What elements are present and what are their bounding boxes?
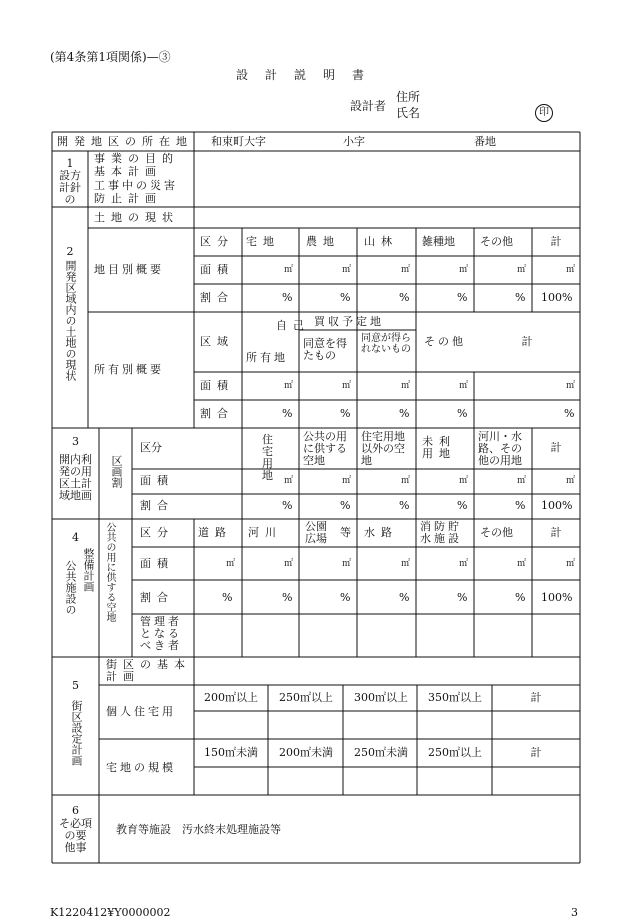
- s2-own-m2-4: ㎡: [459, 381, 469, 391]
- s4-m2-2: ㎡: [342, 559, 352, 569]
- name-label: 氏名: [396, 106, 421, 120]
- s2-own-jiko: 自己: [276, 319, 310, 332]
- s2-pct-sonota: %: [515, 291, 526, 304]
- s4-col-suiro: 水路: [364, 526, 398, 539]
- s4-col-shobo: 消防貯水施設: [420, 520, 462, 545]
- s1-item-plan: 基本計画: [94, 165, 162, 178]
- s4-col-doro: 道路: [198, 526, 232, 539]
- s3-m2-4: ㎡: [459, 476, 469, 486]
- s2-row-kuiki: 区域: [200, 335, 234, 348]
- s2-col-sonota: その他: [480, 235, 513, 248]
- s2-own-row-wariai: 割合: [200, 407, 234, 420]
- s2-own-pct-2: %: [340, 407, 351, 420]
- s2-pct-takuchi: %: [282, 291, 293, 304]
- s3-pct-5: %: [515, 499, 526, 512]
- s2-pct-zasshu: %: [457, 291, 468, 304]
- s3-pct-4: %: [457, 499, 468, 512]
- s4-m2-0: ㎡: [226, 559, 236, 569]
- s5-number: 5: [72, 679, 79, 692]
- s5-kibo-col-0: 150㎡未満: [204, 746, 258, 759]
- s3-col-igai: 住宅用地以外の空地: [361, 430, 405, 467]
- s1-label-2: 計針: [59, 181, 81, 194]
- s3-pct-1: %: [282, 499, 293, 512]
- s1-item-purpose: 事業の目的: [94, 152, 179, 165]
- s2-kaishu: 買収予定地: [314, 315, 384, 328]
- s2-col-nouchi: 農地: [306, 235, 340, 248]
- s2-own-row-menseki: 面積: [200, 379, 234, 392]
- s5-kojin: 個人住宅用: [106, 705, 176, 718]
- s2-m2-takuchi: ㎡: [284, 265, 294, 275]
- s2-m2-sanrin: ㎡: [401, 265, 411, 275]
- s2-own-m2-2: ㎡: [342, 381, 352, 391]
- s1-number: 1: [66, 157, 74, 170]
- s2-col-kei: 計: [550, 235, 562, 248]
- s3-m2-kei: ㎡: [566, 476, 576, 486]
- s2-own-m2-3: ㎡: [401, 381, 411, 391]
- s5-kojin-col-0: 200㎡以上: [204, 691, 258, 704]
- s6-number: 6: [72, 804, 79, 817]
- s2-col-zasshu: 雑種地: [422, 235, 455, 248]
- s3-col-kei: 計: [550, 441, 562, 454]
- s4-col-koen: 公園広場: [305, 520, 327, 545]
- s5-kojin-col-kei: 計: [530, 691, 542, 704]
- s4-col-to: 等: [340, 526, 351, 539]
- s3-number: 3: [72, 435, 79, 448]
- s3-label-4: 域地画: [59, 489, 92, 502]
- s3-col-jutaku: 住宅用地: [262, 433, 279, 482]
- s2-own-sonota: その他: [424, 335, 466, 348]
- location-banchi: 番地: [474, 135, 496, 148]
- s5-kojin-col-1: 250㎡以上: [279, 691, 333, 704]
- s4-col-sonota: その他: [480, 526, 513, 539]
- s2-pct-nouchi: %: [340, 291, 351, 304]
- s2-land-now: 土地の現状: [94, 211, 179, 224]
- s4-m2-4: ㎡: [459, 559, 469, 569]
- s2-own-kei: 計: [521, 335, 533, 348]
- s5-label: 街区設定計画: [70, 700, 83, 766]
- s1-label-3: の: [64, 193, 76, 206]
- s4-pct-5: %: [515, 591, 526, 604]
- s3-kukaku: 区画割: [110, 455, 123, 488]
- s3-row-wariai: 割合: [140, 499, 174, 512]
- s2-chimoku-label: 地目別概要: [94, 263, 164, 276]
- footer-code: K1220412¥Y0000002: [50, 906, 171, 919]
- s2-own-pct-3: %: [399, 407, 410, 420]
- form-reference-note: (第4条第1項関係)—③: [50, 50, 171, 64]
- s5-kibo-col-1: 200㎡未満: [279, 746, 333, 759]
- s4-m2-1: ㎡: [284, 559, 294, 569]
- s5-kibo: 宅地の規模: [106, 761, 176, 774]
- s4-row-kanri: 管理者となるべき者: [140, 615, 182, 652]
- s3-m2-5: ㎡: [517, 476, 527, 486]
- s2-shoyu-label: 所有別概要: [94, 363, 164, 376]
- location-koaza: 小字: [343, 135, 365, 148]
- s6-label-2: の要: [64, 829, 87, 842]
- s2-own-m2-1: ㎡: [284, 381, 294, 391]
- designer-label: 設計者: [350, 99, 387, 113]
- s4-col-kasen: 河川: [248, 526, 282, 539]
- s4-row-kubun: 区分: [140, 526, 174, 539]
- s5-kibo-col-3: 250㎡以上: [428, 746, 482, 759]
- s4-pct-2: %: [340, 591, 351, 604]
- s4-pct-4: %: [457, 591, 468, 604]
- s4-m2-3: ㎡: [401, 559, 411, 569]
- s1-item-disaster: 工事中の災害: [94, 179, 178, 192]
- s4-m2-kei: ㎡: [566, 559, 576, 569]
- s4-pct-total: 100%: [541, 591, 573, 604]
- s6-label-3: 他事: [64, 841, 87, 854]
- s4-pct-1: %: [282, 591, 293, 604]
- document-title: 設計説明書: [236, 68, 382, 82]
- s3-m2-3: ㎡: [401, 476, 411, 486]
- s2-row-kubun: 区分: [200, 235, 234, 248]
- s5-kihon: 街区の基本計画: [106, 658, 191, 683]
- s3-label-2: 発の用: [59, 465, 92, 478]
- s2-doi-naine: 同意が得られないもの: [361, 333, 411, 355]
- location-town: 和束町大字: [211, 135, 266, 148]
- s5-kibo-col-kei: 計: [530, 746, 542, 759]
- s1-item-prevention: 防止計画: [94, 192, 162, 205]
- s2-col-sanrin: 山林: [364, 235, 398, 248]
- s4-label-b: 整備計画: [82, 548, 95, 592]
- s2-col-takuchi: 宅地: [246, 235, 280, 248]
- s2-own-pct-kei: %: [564, 407, 575, 420]
- s3-col-miriyou: 未利用地: [422, 435, 456, 460]
- s2-own-m2-kei: ㎡: [566, 381, 576, 391]
- s2-doi-e: 同意を得たもの: [303, 337, 347, 362]
- footer-page-number: 3: [571, 906, 578, 919]
- s5-kibo-col-2: 250㎡未満: [354, 746, 408, 759]
- s1-label-1: 設方: [59, 169, 81, 182]
- s3-label-1: 開内利: [59, 453, 92, 466]
- s6-content: 教育等施設 汚水終末処理施設等: [116, 823, 281, 836]
- s3-row-kubun: 区分: [140, 441, 162, 454]
- s4-row-wariai: 割合: [140, 591, 174, 604]
- s2-m2-zasshu: ㎡: [459, 265, 469, 275]
- seal-mark: 印: [535, 104, 553, 122]
- s2-row-wariai: 割合: [200, 291, 234, 304]
- address-label: 住所: [396, 90, 421, 104]
- s2-pct-sanrin: %: [399, 291, 410, 304]
- s2-number: 2: [66, 245, 74, 258]
- s3-pct-total: 100%: [541, 499, 573, 512]
- s2-own-pct-1: %: [282, 407, 293, 420]
- s3-pct-3: %: [399, 499, 410, 512]
- s3-col-kasen: 河川・水路、その他の用地: [478, 430, 522, 467]
- s2-label: 開発区域内の土地の現状: [64, 260, 77, 381]
- s2-pct-total: 100%: [541, 291, 573, 304]
- s3-pct-2: %: [340, 499, 351, 512]
- s5-kojin-col-2: 300㎡以上: [354, 691, 408, 704]
- s5-kojin-col-3: 350㎡以上: [428, 691, 482, 704]
- s3-m2-1: ㎡: [284, 476, 294, 486]
- s3-row-menseki: 面積: [140, 474, 174, 487]
- s4-pct-0: %: [222, 591, 233, 604]
- s2-m2-sonota: ㎡: [517, 265, 527, 275]
- s4-number: 4: [72, 531, 79, 544]
- s4-col-kei: 計: [550, 526, 562, 539]
- s4-pct-3: %: [399, 591, 410, 604]
- s6-label-1: そ必項: [59, 817, 92, 830]
- s4-row-menseki: 面積: [140, 557, 174, 570]
- s2-own-pct-4: %: [457, 407, 468, 420]
- s2-own-shoyuchi: 所有地: [246, 351, 288, 364]
- s2-m2-nouchi: ㎡: [342, 265, 352, 275]
- location-label: 開発地区の所在地: [57, 135, 193, 148]
- s4-sub-label: 公共の用に供する空地: [104, 522, 115, 622]
- s2-row-menseki: 面積: [200, 263, 234, 276]
- s2-m2-kei: ㎡: [566, 265, 576, 275]
- s4-label-a: 公共施設の: [64, 560, 77, 615]
- s3-label-3: 区土計: [59, 477, 92, 490]
- s4-m2-5: ㎡: [517, 559, 527, 569]
- s3-col-kokyo: 公共の用に供する空地: [303, 430, 347, 467]
- s3-m2-2: ㎡: [342, 476, 352, 486]
